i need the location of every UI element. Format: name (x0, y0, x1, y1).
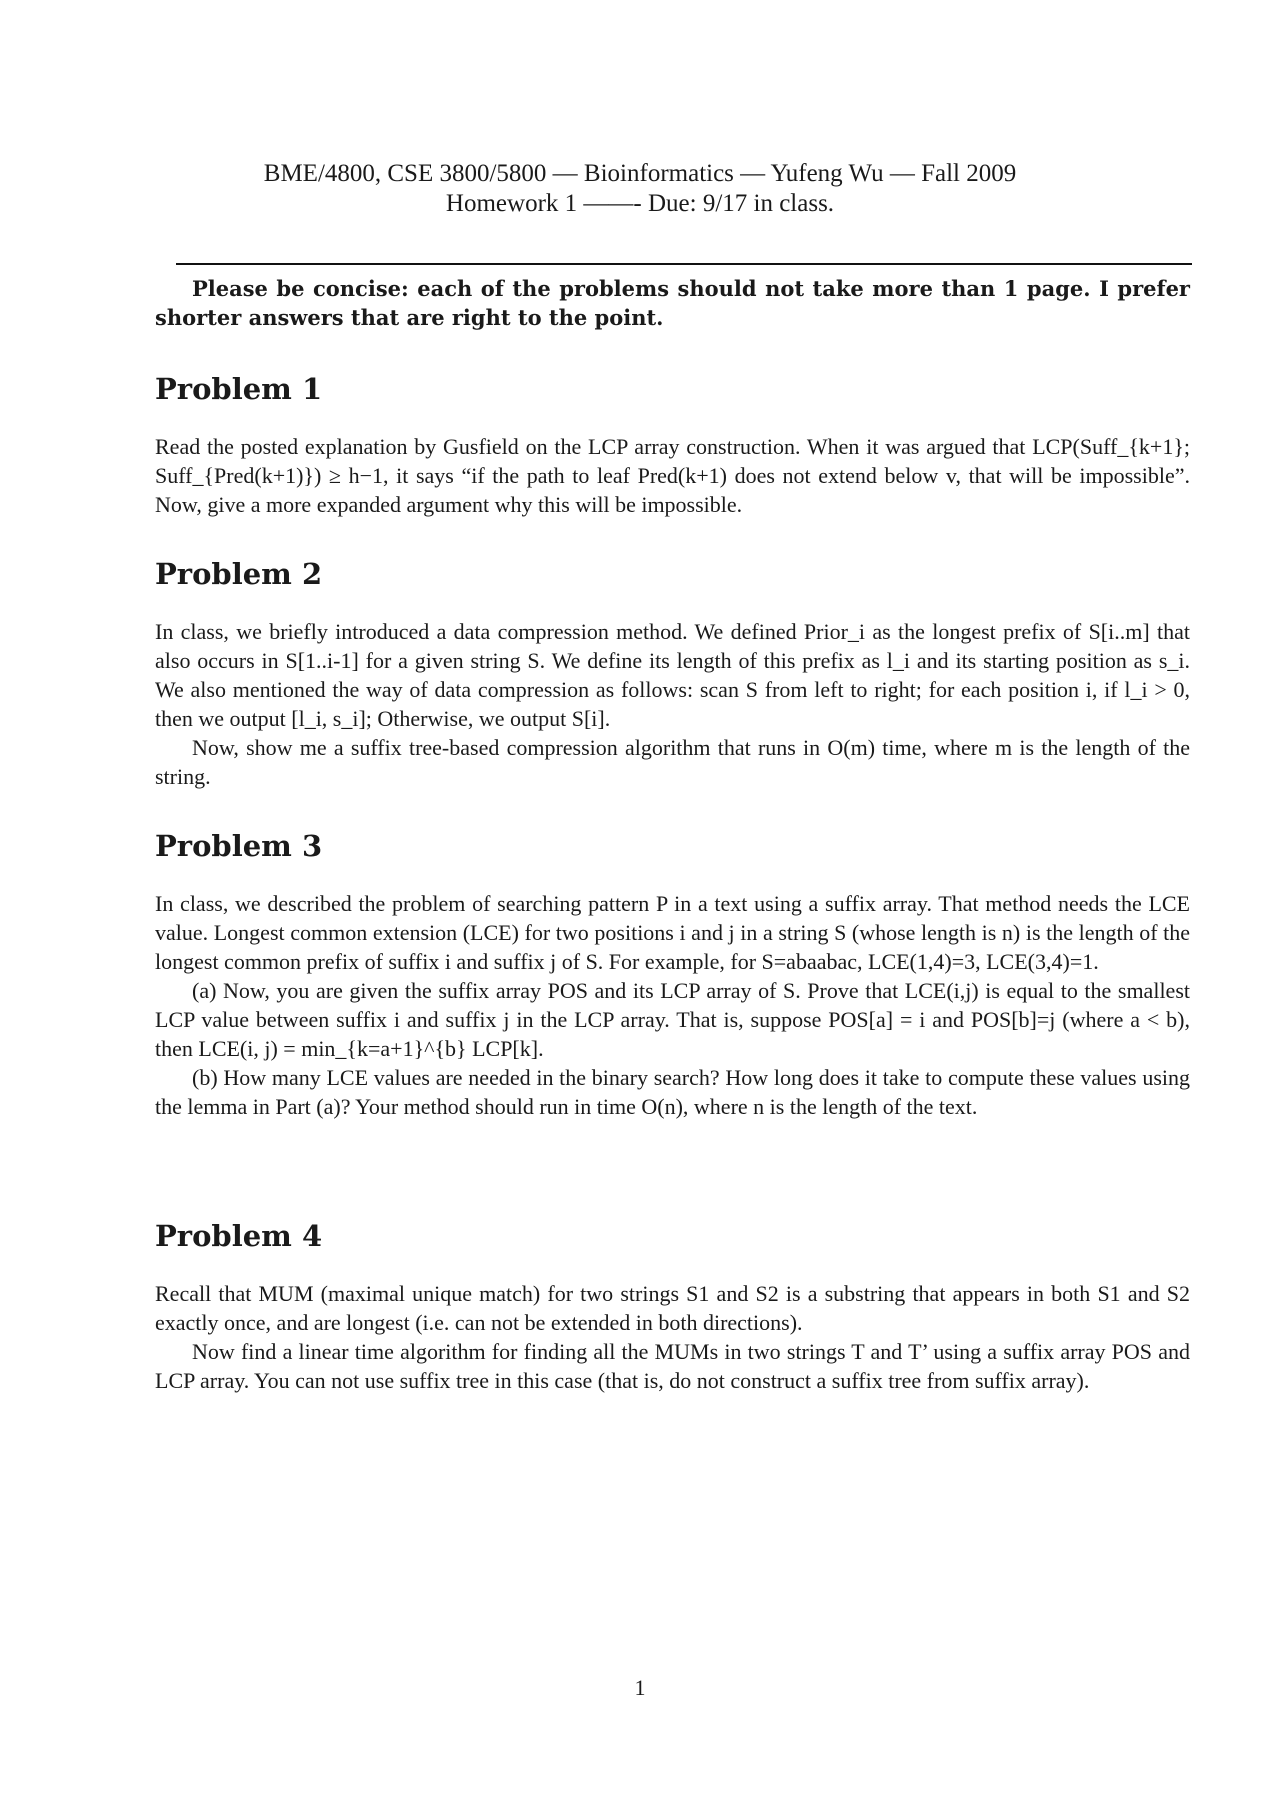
problem-2 (155, 557, 1190, 791)
horizontal-rule (176, 263, 1192, 265)
page-number: 1 (634, 1675, 646, 1700)
problem-4 (155, 1219, 1190, 1395)
problem-title: Problem 4 (155, 1219, 323, 1253)
problem-title: Problem 3 (155, 829, 323, 863)
problem-paragraph: (b) How many LCE values are needed in the binary search? How long does it take to compute these values using the lemma in Part (a)? Your method should run in time O(n), where n is the length of the text. (155, 1065, 1190, 1119)
problem-1 (155, 372, 1190, 519)
problem-paragraph: Read the posted explanation by Gusfield on the LCP array construction. When it was argued that LCP(Suff_{k+1}; Suff_{Pred(k+1)}) ≥ h−1, it says “if the path to leaf Pred(k+1) does not extend below v, that will be impossible”. Now, give a more expanded argument why this will be impossible. (155, 434, 1190, 517)
conciseness-notice: Please be concise: each of the problems should not take more than 1 page. I prefer shorter answers that are right to the point. (155, 276, 1190, 330)
problem-paragraph: (a) Now, you are given the suffix array POS and its LCP array of S. Prove that LCE(i,j) is equal to the smallest LCP value between suffix i and suffix j in the LCP array. That is, suppose POS[a] = i and POS[b]=j (where a < b), then LCE(i, j) = min_{k=a+1}^{b} LCP[k]. (155, 978, 1190, 1061)
problem-paragraph: In class, we briefly introduced a data compression method. We defined Prior_i as the longest prefix of S[i..m] that also occurs in S[1..i-1] for a given string S. We define its length of this prefix as l_i and its starting position as s_i. We also mentioned the way of data compression as follows: scan S from left to right; for each position i, if l_i > 0, then we output [l_i, s_i]; Otherwise, we output S[i]. (155, 619, 1190, 731)
problem-title: Problem 2 (155, 557, 323, 591)
course-header: BME/4800, CSE 3800/5800 — Bioinformatics — Yufeng Wu — Fall 2009 (263, 160, 1017, 187)
problem-paragraph: Recall that MUM (maximal unique match) for two strings S1 and S2 is a substring that appears in both S1 and S2 exactly once, and are longest (i.e. can not be extended in both directions). (155, 1281, 1190, 1335)
problem-3 (155, 829, 1190, 1121)
problem-paragraph: Now, show me a suffix tree-based compression algorithm that runs in O(m) time, where m is the length of the string. (155, 735, 1190, 789)
problem-paragraph: Now find a linear time algorithm for finding all the MUMs in two strings T and T’ using a suffix array POS and LCP array. You can not use suffix tree in this case (that is, do not construct a suffix tree from suffix array). (155, 1339, 1190, 1393)
problem-paragraph: In class, we described the problem of searching pattern P in a text using a suffix array. That method needs the LCE value. Longest common extension (LCE) for two positions i and j in a string S (whose length is n) is the length of the longest common prefix of suffix i and suffix j of S. For example, for S=abaabac, LCE(1,4)=3, LCE(3,4)=1. (155, 891, 1190, 974)
problem-title: Problem 1 (155, 372, 323, 406)
homework-due-line: Homework 1 ——- Due: 9/17 in class. (445, 190, 835, 217)
